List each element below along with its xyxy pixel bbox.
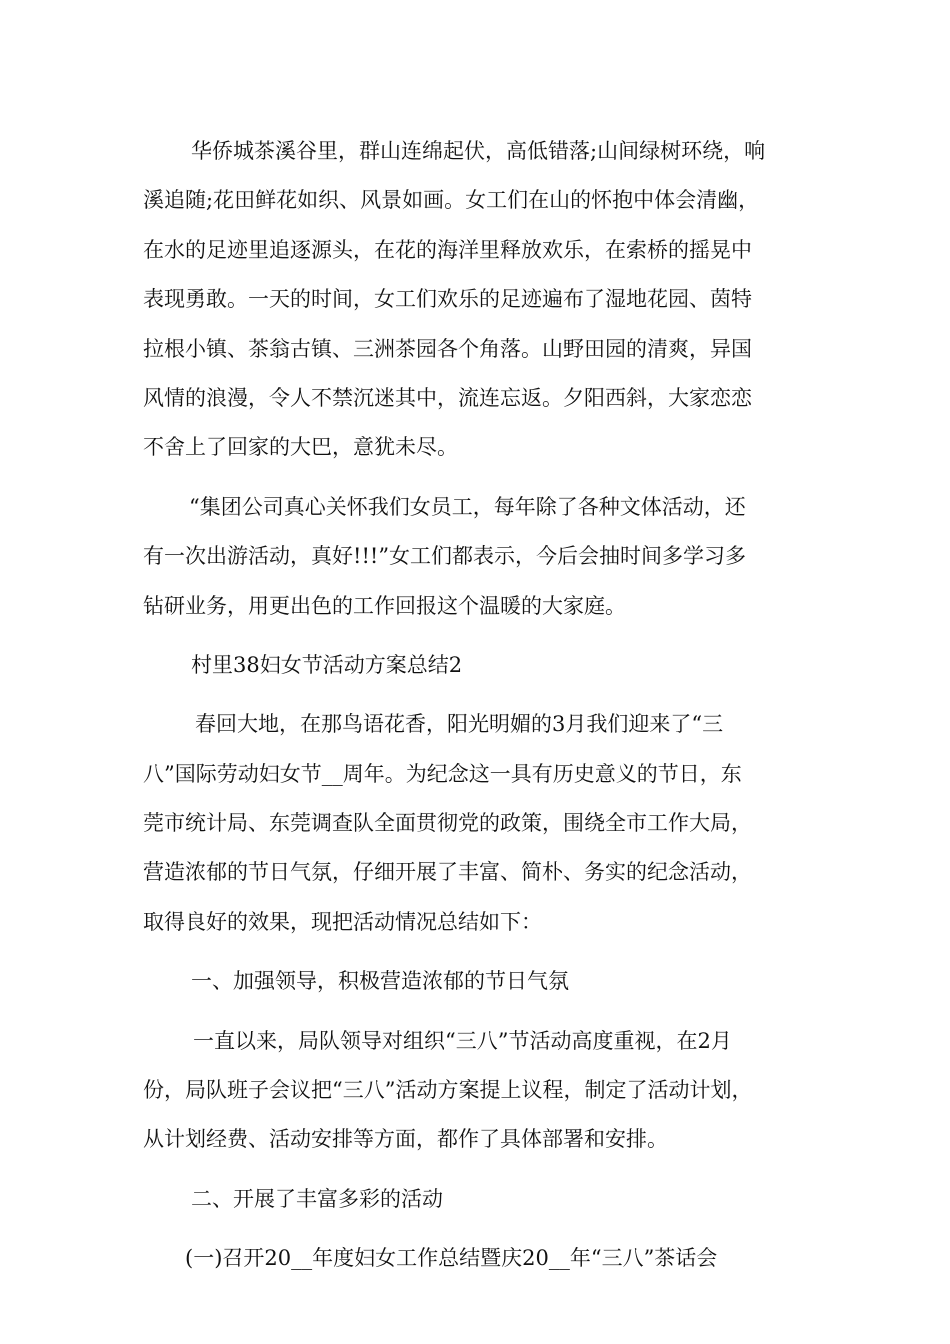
text-line: 拉根小镇、茶翁古镇、三洲茶园各个角落。山野田园的清爽，异国: [143, 336, 752, 361]
paragraph-employee-quote: [143, 483, 808, 631]
text-line: 一直以来，局队领导对组织“三八”节活动高度重视，在2月: [193, 1028, 732, 1053]
text-line: 在水的足迹里追逐源头，在花的海洋里释放欢乐，在索桥的摇晃中: [143, 237, 752, 262]
text-line: 一、加强领导，积极营造浓郁的节日气氛: [191, 969, 569, 994]
text-line: 村里38妇女节活动方案总结2: [191, 652, 463, 677]
text-line: 不舍上了回家的大巴，意犹未尽。: [143, 435, 458, 460]
text-line: 从计划经费、活动安排等方面，都作了具体部署和安排。: [143, 1127, 668, 1152]
text-line: 风情的浪漫，令人不禁沉迷其中，流连忘返。夕阳西斜，大家恋恋: [143, 385, 752, 410]
text-line: 表现勇敢。一天的时间，女工们欢乐的足迹遍布了湿地花园、茵特: [143, 287, 752, 312]
paragraph-intro: [143, 700, 808, 947]
text-line: 溪追随;花田鲜花如织、风景如画。女工们在山的怀抱中体会清幽，: [143, 188, 760, 213]
subheading-activities: [143, 1175, 808, 1224]
subheading-leadership: [143, 957, 808, 1006]
text-line: 莞市统计局、东莞调查队全面贯彻党的政策，围绕全市工作大局，: [143, 811, 752, 836]
document-body: [143, 127, 808, 1284]
text-line: 春回大地，在那鸟语花香，阳光明媚的3月我们迎来了“三: [195, 712, 724, 737]
text-line: 八”国际劳动妇女节__周年。为纪念这一具有历史意义的节日，东: [143, 761, 742, 786]
text-line: 二、开展了丰富多彩的活动: [191, 1186, 443, 1211]
paragraph-tea-valley: [143, 127, 808, 473]
text-line: 份，局队班子会议把“三八”活动方案提上议程，制定了活动计划，: [143, 1078, 753, 1103]
subheading-tea-party: [143, 1234, 808, 1283]
text-line: 华侨城茶溪谷里，群山连绵起伏，高低错落;山间绿树环绕，响: [191, 139, 766, 163]
text-line: 营造浓郁的节日气氛，仔细开展了丰富、简朴、务实的纪念活动，: [143, 860, 752, 885]
text-line: 取得良好的效果，现把活动情况总结如下：: [143, 909, 542, 934]
text-line: (一)召开20__年度妇女工作总结暨庆20__年“三八”茶话会: [185, 1246, 718, 1271]
text-line: “集团公司真心关怀我们女员工，每年除了各种文体活动，还: [189, 494, 746, 519]
section-heading: [143, 641, 808, 690]
paragraph-leadership: [143, 1017, 808, 1165]
text-line: 有一次出游活动，真好!!!”女工们都表示，今后会抽时间多学习多: [143, 544, 747, 569]
text-line: 钻研业务，用更出色的工作回报这个温暖的大家庭。: [143, 593, 626, 618]
